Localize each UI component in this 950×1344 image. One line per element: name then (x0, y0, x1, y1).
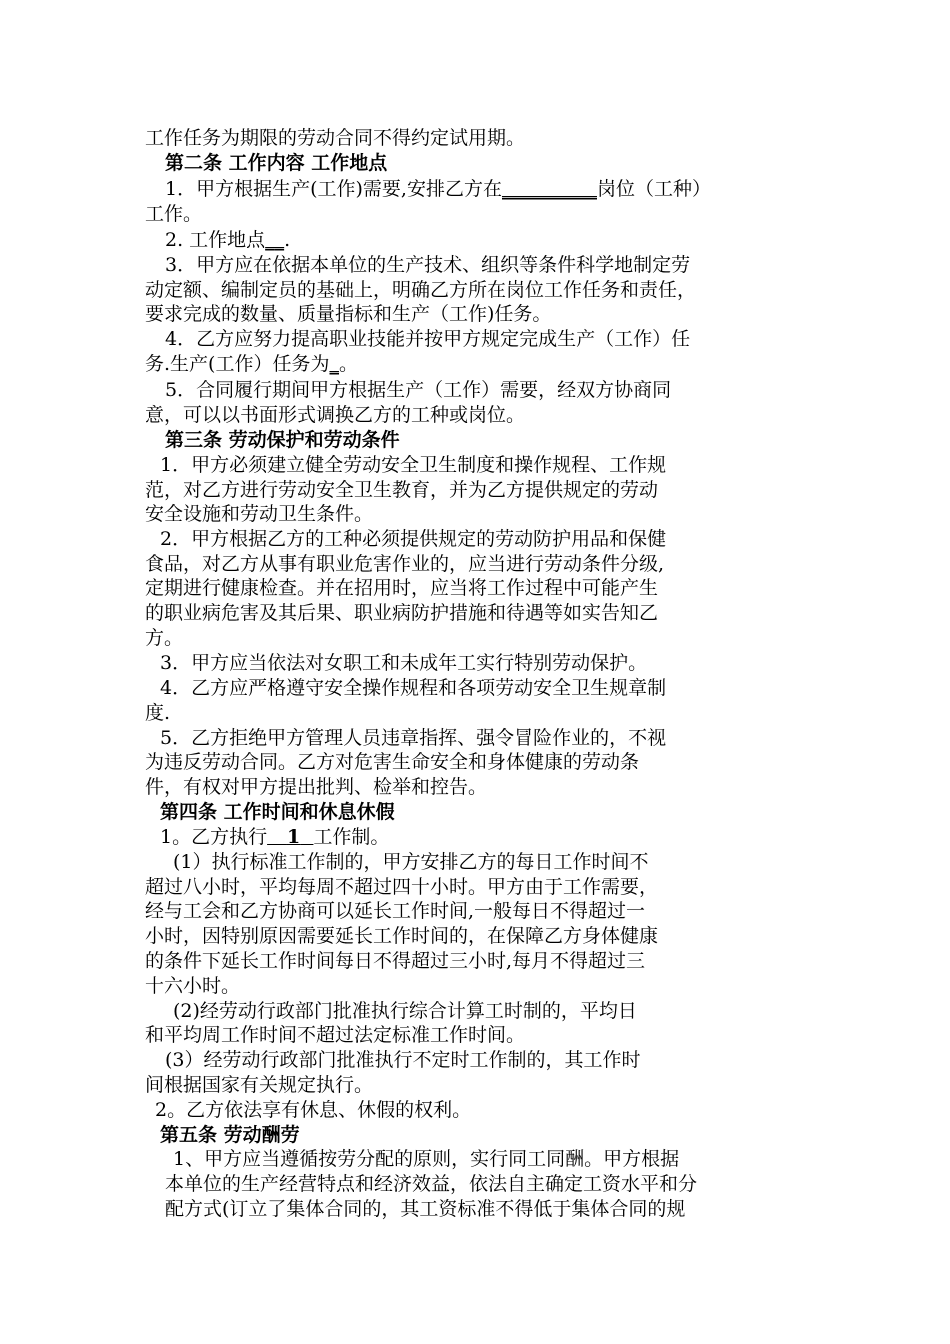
text-line: 为违反劳动合同。乙方对危害生命安全和身体健康的劳动条 (145, 751, 640, 773)
text-line: 范，对乙方进行劳动安全卫生教育，并为乙方提供规定的劳动 (145, 479, 659, 501)
text-line: 度. (145, 702, 171, 724)
work-system-value: 1 (286, 826, 301, 848)
text-line: 安全设施和劳动卫生条件。 (145, 503, 374, 525)
text-line: 工作。 (145, 203, 203, 225)
text-line: 超过八小时，平均每周不超过四十小时。甲方由于工作需要， (145, 876, 659, 898)
text-line: 十六小时。 (145, 975, 241, 997)
text-line: 1．甲方必须建立健全劳动安全卫生制度和操作规程、工作规 (160, 454, 667, 476)
text-line: 要求完成的数量、质量指标和生产（工作)任务。 (145, 303, 552, 325)
text-line: 务.生产(工作）任务为_。 (145, 353, 358, 375)
text-line: 4．乙方应严格遵守安全操作规程和各项劳动安全卫生规章制 (160, 677, 667, 699)
section-heading: 第三条 劳动保护和劳动条件 (165, 429, 400, 451)
text-line: 工作任务为期限的劳动合同不得约定试用期。 (145, 127, 526, 149)
text-line: (3）经劳动行政部门批准执行不定时工作制的，其工作时 (165, 1049, 641, 1071)
post-blank: __________ (501, 178, 597, 200)
text-line: 2. 工作地点__. (165, 229, 291, 251)
text-line: (2)经劳动行政部门批准执行综合计算工时制的，平均日 (173, 1000, 637, 1022)
section-heading: 第二条 工作内容 工作地点 (165, 152, 388, 174)
text-line: 经与工会和乙方协商可以延长工作时间,一般每日不得超过一 (145, 900, 646, 922)
text-line: 动定额、编制定员的基础上，明确乙方所在岗位工作任务和责任， (145, 279, 697, 301)
text-line: (1）执行标准工作制的，甲方安排乙方的每日工作时间不 (173, 851, 649, 873)
text-line: 3．甲方应在依据本单位的生产技术、组织等条件科学地制定劳 (165, 254, 691, 276)
text-line: 方。 (145, 627, 184, 649)
text-line: 本单位的生产经营特点和经济效益，依法自主确定工资水平和分 (165, 1173, 698, 1195)
text-line: 1．甲方根据生产(工作)需要,安排乙方在__________岗位（工种） (165, 178, 711, 200)
text-line: 的条件下延长工作时间每日不得超过三小时,每月不得超过三 (145, 950, 646, 972)
text-line: 配方式(订立了集体合同的，其工资标准不得低于集体合同的规 (165, 1198, 686, 1220)
text-line: 件，有权对甲方提出批判、检举和控告。 (145, 776, 488, 798)
text-line: 1、甲方应当遵循按劳分配的原则，实行同工同酬。甲方根据 (173, 1148, 680, 1170)
text-line: 4．乙方应努力提高职业技能并按甲方规定完成生产（工作）任 (165, 328, 691, 350)
text-line: 间根据国家有关规定执行。 (145, 1074, 374, 1096)
text-line: 和平均周工作时间不超过法定标准工作时间。 (145, 1024, 526, 1046)
place-blank: __ (265, 229, 285, 251)
text-line: 意，可以以书面形式调换乙方的工种或岗位。 (145, 404, 526, 426)
text-line: 定期进行健康检查。并在招用时，应当将工作过程中可能产生 (145, 577, 659, 599)
text-line: 2．甲方根据乙方的工种必须提供规定的劳动防护用品和保健 (160, 528, 667, 550)
section-heading: 第四条 工作时间和休息休假 (160, 801, 395, 823)
text-line: 的职业病危害及其后果、职业病防护措施和待遇等如实告知乙 (145, 602, 659, 624)
task-blank: _ (329, 353, 339, 375)
text-line: 1。乙方执行 1 工作制。 (160, 826, 390, 848)
text-line: 小时，因特别原因需要延长工作时间的，在保障乙方身体健康 (145, 925, 659, 947)
section-heading: 第五条 劳动酬劳 (160, 1124, 300, 1146)
text-line: 食品，对乙方从事有职业危害作业的，应当进行劳动条件分级, (145, 553, 665, 575)
text-line: 5．合同履行期间甲方根据生产（工作）需要，经双方协商同 (165, 379, 672, 401)
text-line: 5．乙方拒绝甲方管理人员违章指挥、强令冒险作业的，不视 (160, 727, 667, 749)
text-line: 2。乙方依法享有休息、休假的权利。 (155, 1099, 472, 1121)
text-line: 3．甲方应当依法对女职工和未成年工实行特别劳动保护。 (160, 652, 648, 674)
